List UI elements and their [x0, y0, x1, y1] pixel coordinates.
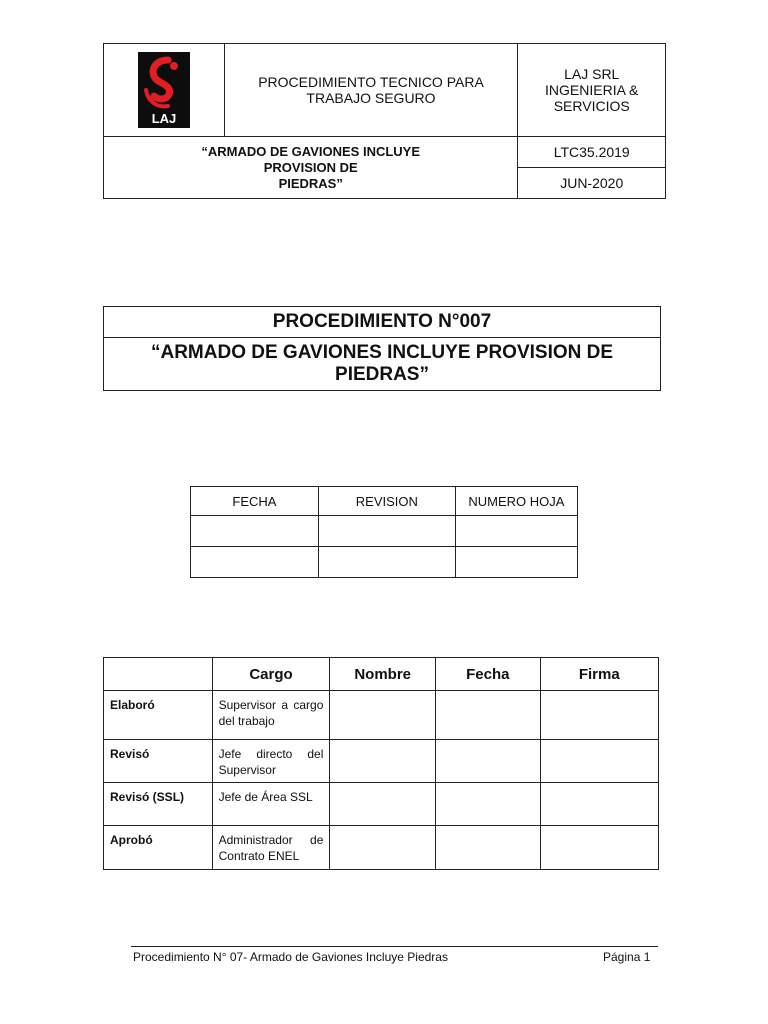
signature-cargo: Jefe de Área SSL [212, 783, 330, 826]
document-code: LTC35.2019 [518, 137, 666, 168]
approval-signature-table [103, 657, 659, 870]
footer-document-title: Procedimiento N° 07- Armado de Gaviones Incluye Piedras [133, 950, 448, 964]
footer-page-number: Página 1 [603, 950, 651, 964]
signature-header-blank [104, 658, 213, 691]
revision-row [191, 547, 578, 578]
document-header [103, 43, 666, 199]
subtitle-line-1: “ARMADO DE GAVIONES INCLUYE PROVISION DE [201, 143, 421, 175]
signature-header-cargo: Cargo [212, 658, 330, 691]
procedure-number: PROCEDIMIENTO N°007 [104, 307, 661, 338]
signature-fecha [436, 691, 541, 740]
signature-nombre [330, 826, 436, 870]
revision-row [191, 516, 578, 547]
signature-role: Elaboró [104, 691, 213, 740]
company-line-2: INGENIERIA & [545, 82, 639, 98]
procedure-title-box [103, 306, 661, 391]
svg-text:LAJ: LAJ [151, 111, 177, 126]
procedure-name-line-1: “ARMADO DE GAVIONES INCLUYE PROVISION DE [150, 342, 614, 363]
footer-divider [131, 946, 658, 947]
signature-role: Revisó (SSL) [104, 783, 213, 826]
signature-nombre [330, 691, 436, 740]
laj-logo [138, 52, 190, 128]
revision-header-numero-hoja: NUMERO HOJA [455, 487, 577, 516]
company-line-3: SERVICIOS [553, 98, 630, 114]
revision-header-revision: REVISION [318, 487, 455, 516]
signature-cargo: Supervisor a cargo del trabajo [212, 691, 330, 740]
signature-header-row [104, 658, 659, 691]
signature-role: Revisó [104, 740, 213, 783]
company-line-1: LAJ SRL [564, 66, 620, 82]
signature-firma [540, 826, 658, 870]
revision-cell [191, 516, 319, 547]
revision-header-fecha: FECHA [191, 487, 319, 516]
table-row [104, 740, 659, 783]
revision-cell [318, 516, 455, 547]
revision-cell [191, 547, 319, 578]
signature-header-fecha: Fecha [436, 658, 541, 691]
procedure-name [104, 338, 661, 391]
document-date: JUN-2020 [518, 168, 666, 199]
table-row [104, 783, 659, 826]
signature-fecha [436, 740, 541, 783]
table-row [104, 826, 659, 870]
revision-header-row [191, 487, 578, 516]
signature-cargo: Administrador de Contrato ENEL [212, 826, 330, 870]
title-line-2: TRABAJO SEGURO [306, 90, 436, 106]
title-line-1: PROCEDIMIENTO TECNICO PARA [258, 74, 484, 90]
signature-header-nombre: Nombre [330, 658, 436, 691]
signature-firma [540, 783, 658, 826]
revision-table [190, 486, 578, 578]
procedure-type-title [224, 44, 518, 137]
signature-nombre [330, 740, 436, 783]
procedure-subtitle [104, 137, 518, 199]
revision-cell [318, 547, 455, 578]
company-name [518, 44, 666, 137]
signature-fecha [436, 826, 541, 870]
signature-role: Aprobó [104, 826, 213, 870]
signature-nombre [330, 783, 436, 826]
revision-cell [455, 547, 577, 578]
signature-firma [540, 691, 658, 740]
revision-cell [455, 516, 577, 547]
signature-fecha [436, 783, 541, 826]
procedure-name-line-2: PIEDRAS” [335, 364, 429, 385]
signature-header-firma: Firma [540, 658, 658, 691]
subtitle-line-2: PIEDRAS” [278, 175, 343, 191]
signature-firma [540, 740, 658, 783]
logo-cell [104, 44, 225, 137]
signature-cargo: Jefe directo del Supervisor [212, 740, 330, 783]
table-row [104, 691, 659, 740]
